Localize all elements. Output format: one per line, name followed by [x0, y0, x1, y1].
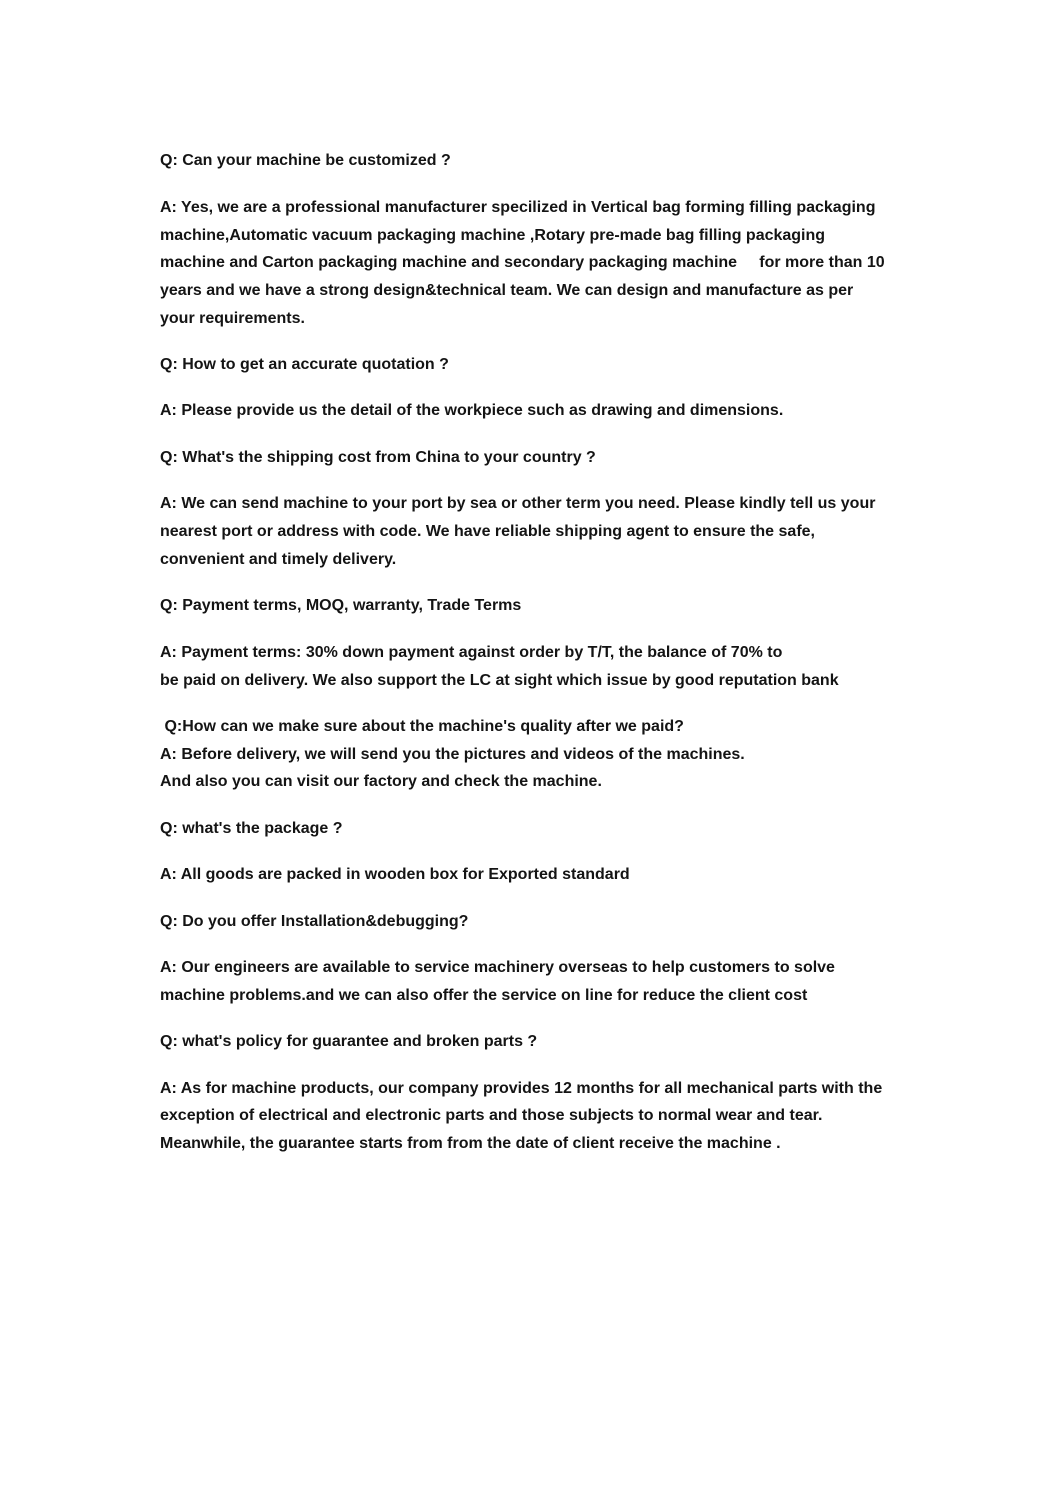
question-package: Q: what's the package ?: [160, 820, 343, 837]
question-installation: Q: Do you offer Installation&debugging?: [160, 913, 469, 930]
question-quotation: Q: How to get an accurate quotation ?: [160, 356, 449, 373]
answer-customized-line-1: A: Yes, we are a professional manufacturer specilized in Vertical bag forming filling packaging: [160, 199, 876, 216]
answer-customized-line-4: years and we have a strong design&technical team. We can design and manufacture as per: [160, 282, 854, 299]
answer-shipping-line-1: A: We can send machine to your port by sea or other term you need. Please kindly tell us your: [160, 495, 876, 512]
answer-quality-line-1: A: Before delivery, we will send you the pictures and videos of the machines.: [160, 746, 745, 763]
answer-guarantee-line-2: exception of electrical and electronic parts and those subjects to normal wear and tear.: [160, 1107, 823, 1124]
answer-shipping-line-3: convenient and timely delivery.: [160, 551, 397, 568]
question-payment: Q: Payment terms, MOQ, warranty, Trade Terms: [160, 597, 522, 614]
answer-package-line-1: A: All goods are packed in wooden box for Exported standard: [160, 866, 630, 883]
answer-customized-line-2: machine,Automatic vacuum packaging machine ,Rotary pre-made bag filling packaging: [160, 227, 826, 244]
answer-payment-line-2: be paid on delivery. We also support the LC at sight which issue by good reputation bank: [160, 672, 839, 689]
question-customized: Q: Can your machine be customized ?: [160, 152, 451, 169]
answer-quotation-line-1: A: Please provide us the detail of the workpiece such as drawing and dimensions.: [160, 402, 784, 419]
answer-shipping-line-2: nearest port or address with code. We have reliable shipping agent to ensure the safe,: [160, 523, 815, 540]
answer-payment-line-1: A: Payment terms: 30% down payment against order by T/T, the balance of 70% to: [160, 644, 783, 661]
answer-installation-line-2: machine problems.and we can also offer the service on line for reduce the client cost: [160, 987, 808, 1004]
answer-guarantee-line-3: Meanwhile, the guarantee starts from from the date of client receive the machine .: [160, 1135, 781, 1152]
question-shipping: Q: What's the shipping cost from China to your country ?: [160, 449, 596, 466]
answer-customized-line-3: machine and Carton packaging machine and secondary packaging machine for more than 10: [160, 254, 885, 271]
answer-guarantee-line-1: A: As for machine products, our company provides 12 months for all mechanical parts with the: [160, 1080, 883, 1097]
question-quality: Q:How can we make sure about the machine's quality after we paid?: [160, 718, 684, 735]
answer-installation-line-1: A: Our engineers are available to service machinery overseas to help customers to solve: [160, 959, 835, 976]
question-guarantee: Q: what's policy for guarantee and broken parts ?: [160, 1033, 538, 1050]
answer-customized-line-5: your requirements.: [160, 310, 305, 327]
answer-quality-line-2: And also you can visit our factory and check the machine.: [160, 773, 602, 790]
